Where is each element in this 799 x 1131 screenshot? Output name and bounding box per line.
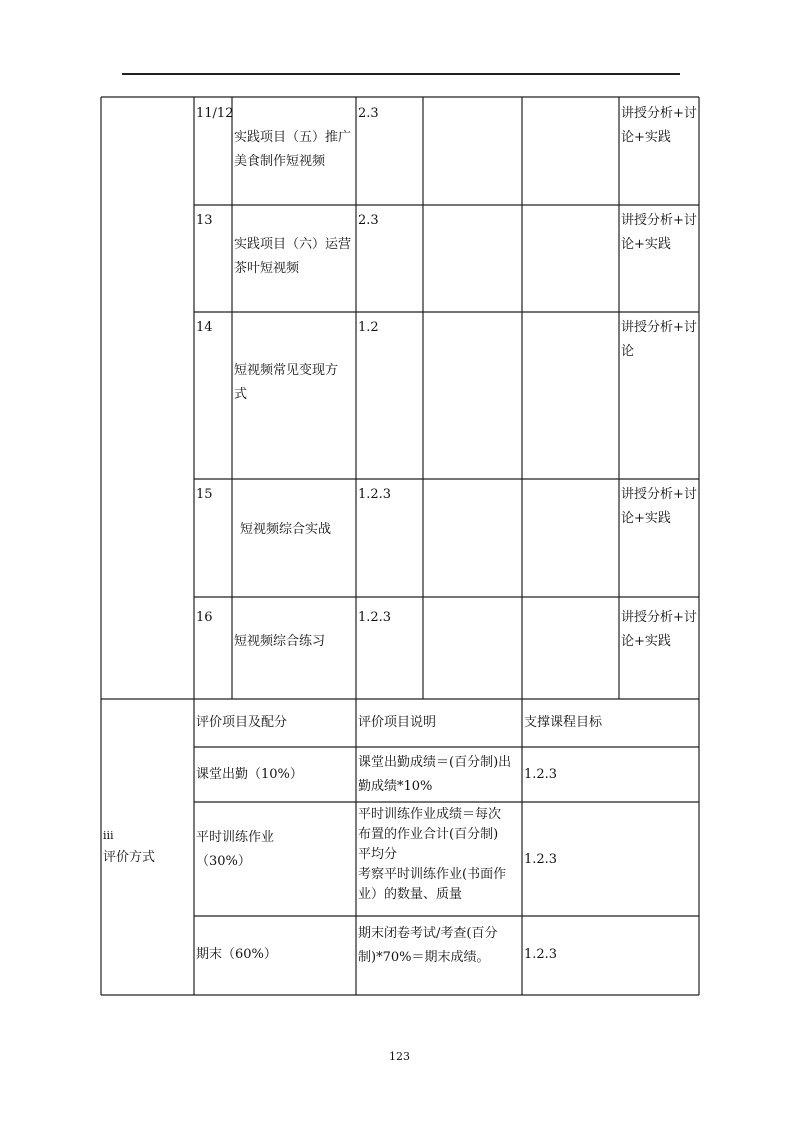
- content-cell: 实践项目（五）推广 美食制作短视频: [234, 130, 352, 169]
- header-desc: 评价项目说明: [358, 715, 437, 730]
- section-fragment: ⅲ: [103, 829, 114, 842]
- content-cell: 短视频综合实战: [240, 522, 332, 537]
- method-cell: 讲授分析+讨 论+实践: [621, 610, 697, 649]
- week-cell: 15: [196, 487, 213, 502]
- content-cell: 短视频常见变现方 式: [234, 363, 339, 402]
- assessment-item: 平时训练作业 （30%）: [196, 830, 275, 869]
- week-cell: 13: [196, 213, 213, 228]
- goals-cell: 1.2.3: [358, 487, 392, 502]
- goals-cell: 1.2: [358, 320, 379, 335]
- week-cell: 16: [196, 610, 213, 625]
- content-cell: 实践项目（六）运营 茶叶短视频: [234, 237, 352, 276]
- section-label: 评价方式: [103, 850, 156, 865]
- assessment-goal: 1.2.3: [524, 852, 558, 867]
- assessment-item: 期末（60%）: [196, 947, 277, 962]
- assessment-desc: 期末闭卷考试/考查(百分 制)*70%＝期末成绩。: [358, 926, 498, 965]
- week-cell: 11/12: [196, 106, 234, 121]
- method-cell: 讲授分析+讨 论+实践: [621, 213, 697, 252]
- goals-cell: 1.2.3: [358, 610, 392, 625]
- week-cell: 14: [196, 320, 213, 335]
- assessment-goal: 1.2.3: [524, 767, 558, 782]
- goals-cell: 2.3: [358, 106, 379, 121]
- header-rule: [122, 73, 680, 75]
- assessment-item: 课堂出勤（10%）: [196, 767, 303, 782]
- assessment-desc: 平时训练作业成绩＝每次 布置的作业合计(百分制) 平均分 考察平时训练作业(书面作 业）的数量、质量: [358, 807, 507, 902]
- header-goal: 支撑课程目标: [524, 715, 603, 730]
- method-cell: 讲授分析+讨 论+实践: [621, 487, 697, 526]
- method-cell: 讲授分析+讨 论+实践: [621, 106, 697, 145]
- goals-cell: 2.3: [358, 213, 379, 228]
- assessment-desc: 课堂出勤成绩＝(百分制)出 勤成绩*10%: [358, 755, 512, 794]
- page-number: 123: [389, 1050, 410, 1063]
- method-cell: 讲授分析+讨 论: [621, 320, 697, 359]
- content-cell: 短视频综合练习: [234, 634, 326, 649]
- header-item: 评价项目及配分: [196, 715, 288, 730]
- assessment-goal: 1.2.3: [524, 947, 558, 962]
